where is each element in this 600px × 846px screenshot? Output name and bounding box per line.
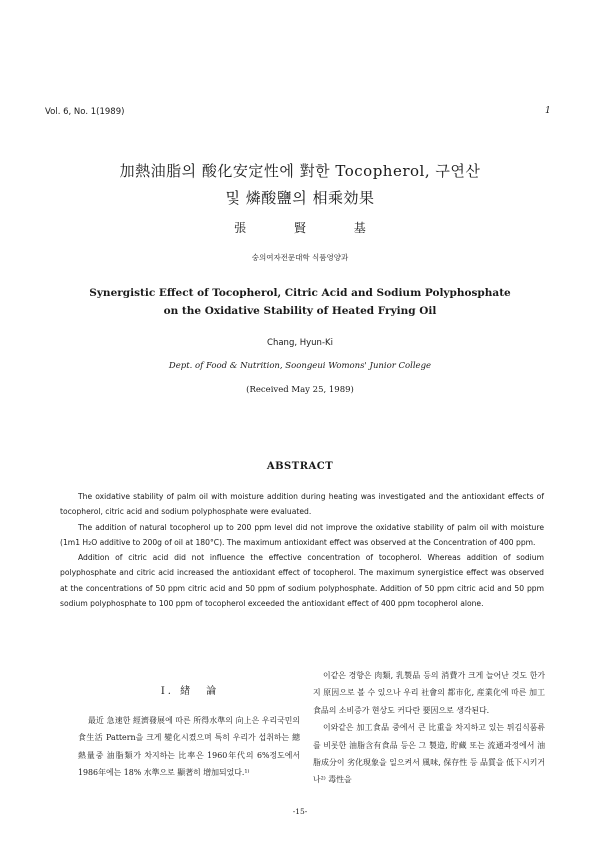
right-column <box>313 667 545 789</box>
english-author: Chang, Hyun-Ki <box>267 338 333 348</box>
left-column <box>78 712 300 782</box>
abstract-body <box>60 489 544 611</box>
received-date: (Received May 25, 1989) <box>246 385 354 395</box>
intro-paragraph-2: 이같은 경향은 肉類, 乳製品 등의 消費가 크게 늘어난 것도 한가지 原因으로 볼 수 있으나 우리 社會의 都市化, 産業化에 따른 加工食品의 소비증가 현상도 커다란 要因으로 생각된다. <box>313 671 545 715</box>
english-title-line2: on the Oxidative Stability of Heated Frying Oil <box>163 305 437 317</box>
korean-title-line1: 加熱油脂의 酸化安定性에 對한 Tocopherol, 구연산 <box>119 162 481 180</box>
intro-paragraph-3: 이와같은 加工食品 중에서 큰 比重을 차지하고 있는 튀김식품류를 비롯한 油脂含有食品 등은 그 製造, 貯藏 또는 流通과정에서 油脂成分이 劣化現象을 일으켜서 風味, 保存性 등 品質을 低下시키거나²⁾ 毒性을 <box>313 723 545 785</box>
abstract-paragraph-3: Addition of citric acid did not influence the effective concentration of tocopherol. Whereas addition of sodium polyphosphate and citric acid increased the antioxidant effect of tocopherol. The maximum synergistice effect was observed at the concentrations of 50 ppm citric acid and 50 ppm of sodium polyphosphate. Addition of 50 ppm citric acid and 50 ppm sodium polyphosphate to 100 ppm of tocopherol exceeded the antioxidant effect of 400 ppm tocopherol alone. <box>60 553 544 609</box>
english-affiliation: Dept. of Food & Nutrition, Soongeui Womons' Junior College <box>168 361 432 371</box>
abstract-heading: ABSTRACT <box>266 461 334 472</box>
intro-paragraph-1: 最近 急速한 經濟發展에 따른 所得水準의 向上은 우리국민의 食生活 Pattern을 크게 變化시켰으며 특히 우리가 섭취하는 總 熱量중 油脂類가 차지하는 比率은 1960年代의 6%정도에서 1986年에는 18% 水準으로 顯著히 增加되었다.¹⁾ <box>78 716 300 778</box>
korean-title-line2: 및 燐酸鹽의 相乘効果 <box>225 189 375 207</box>
abstract-paragraph-2: The addition of natural tocopherol up to 200 ppm level did not improve the oxidative stability of palm oil with moisture (1m1 H₂O additive to 200g of oil at 180°C). The maximum antioxidant effect was observed at the Concentration of 400 ppm. <box>60 522 544 547</box>
page-marker: 1 <box>545 106 551 116</box>
section-heading: I. 緖 論 <box>160 686 220 697</box>
english-title-line1: Synergistic Effect of Tocopherol, Citric Acid and Sodium Polyphosphate <box>89 287 511 299</box>
page-number: -15- <box>292 807 308 816</box>
volume-info: Vol. 6, No. 1(1989) <box>45 107 125 117</box>
korean-author: 張 賢 基 <box>234 221 388 235</box>
abstract-paragraph-1: The oxidative stability of palm oil with moisture addition during heating was investigated and the antioxidant effects of tocopherol, citric acid and sodium polyphosphate were evaluated. <box>60 492 544 517</box>
korean-affiliation: 숭의여자전문대학 식품영양과 <box>251 253 349 262</box>
